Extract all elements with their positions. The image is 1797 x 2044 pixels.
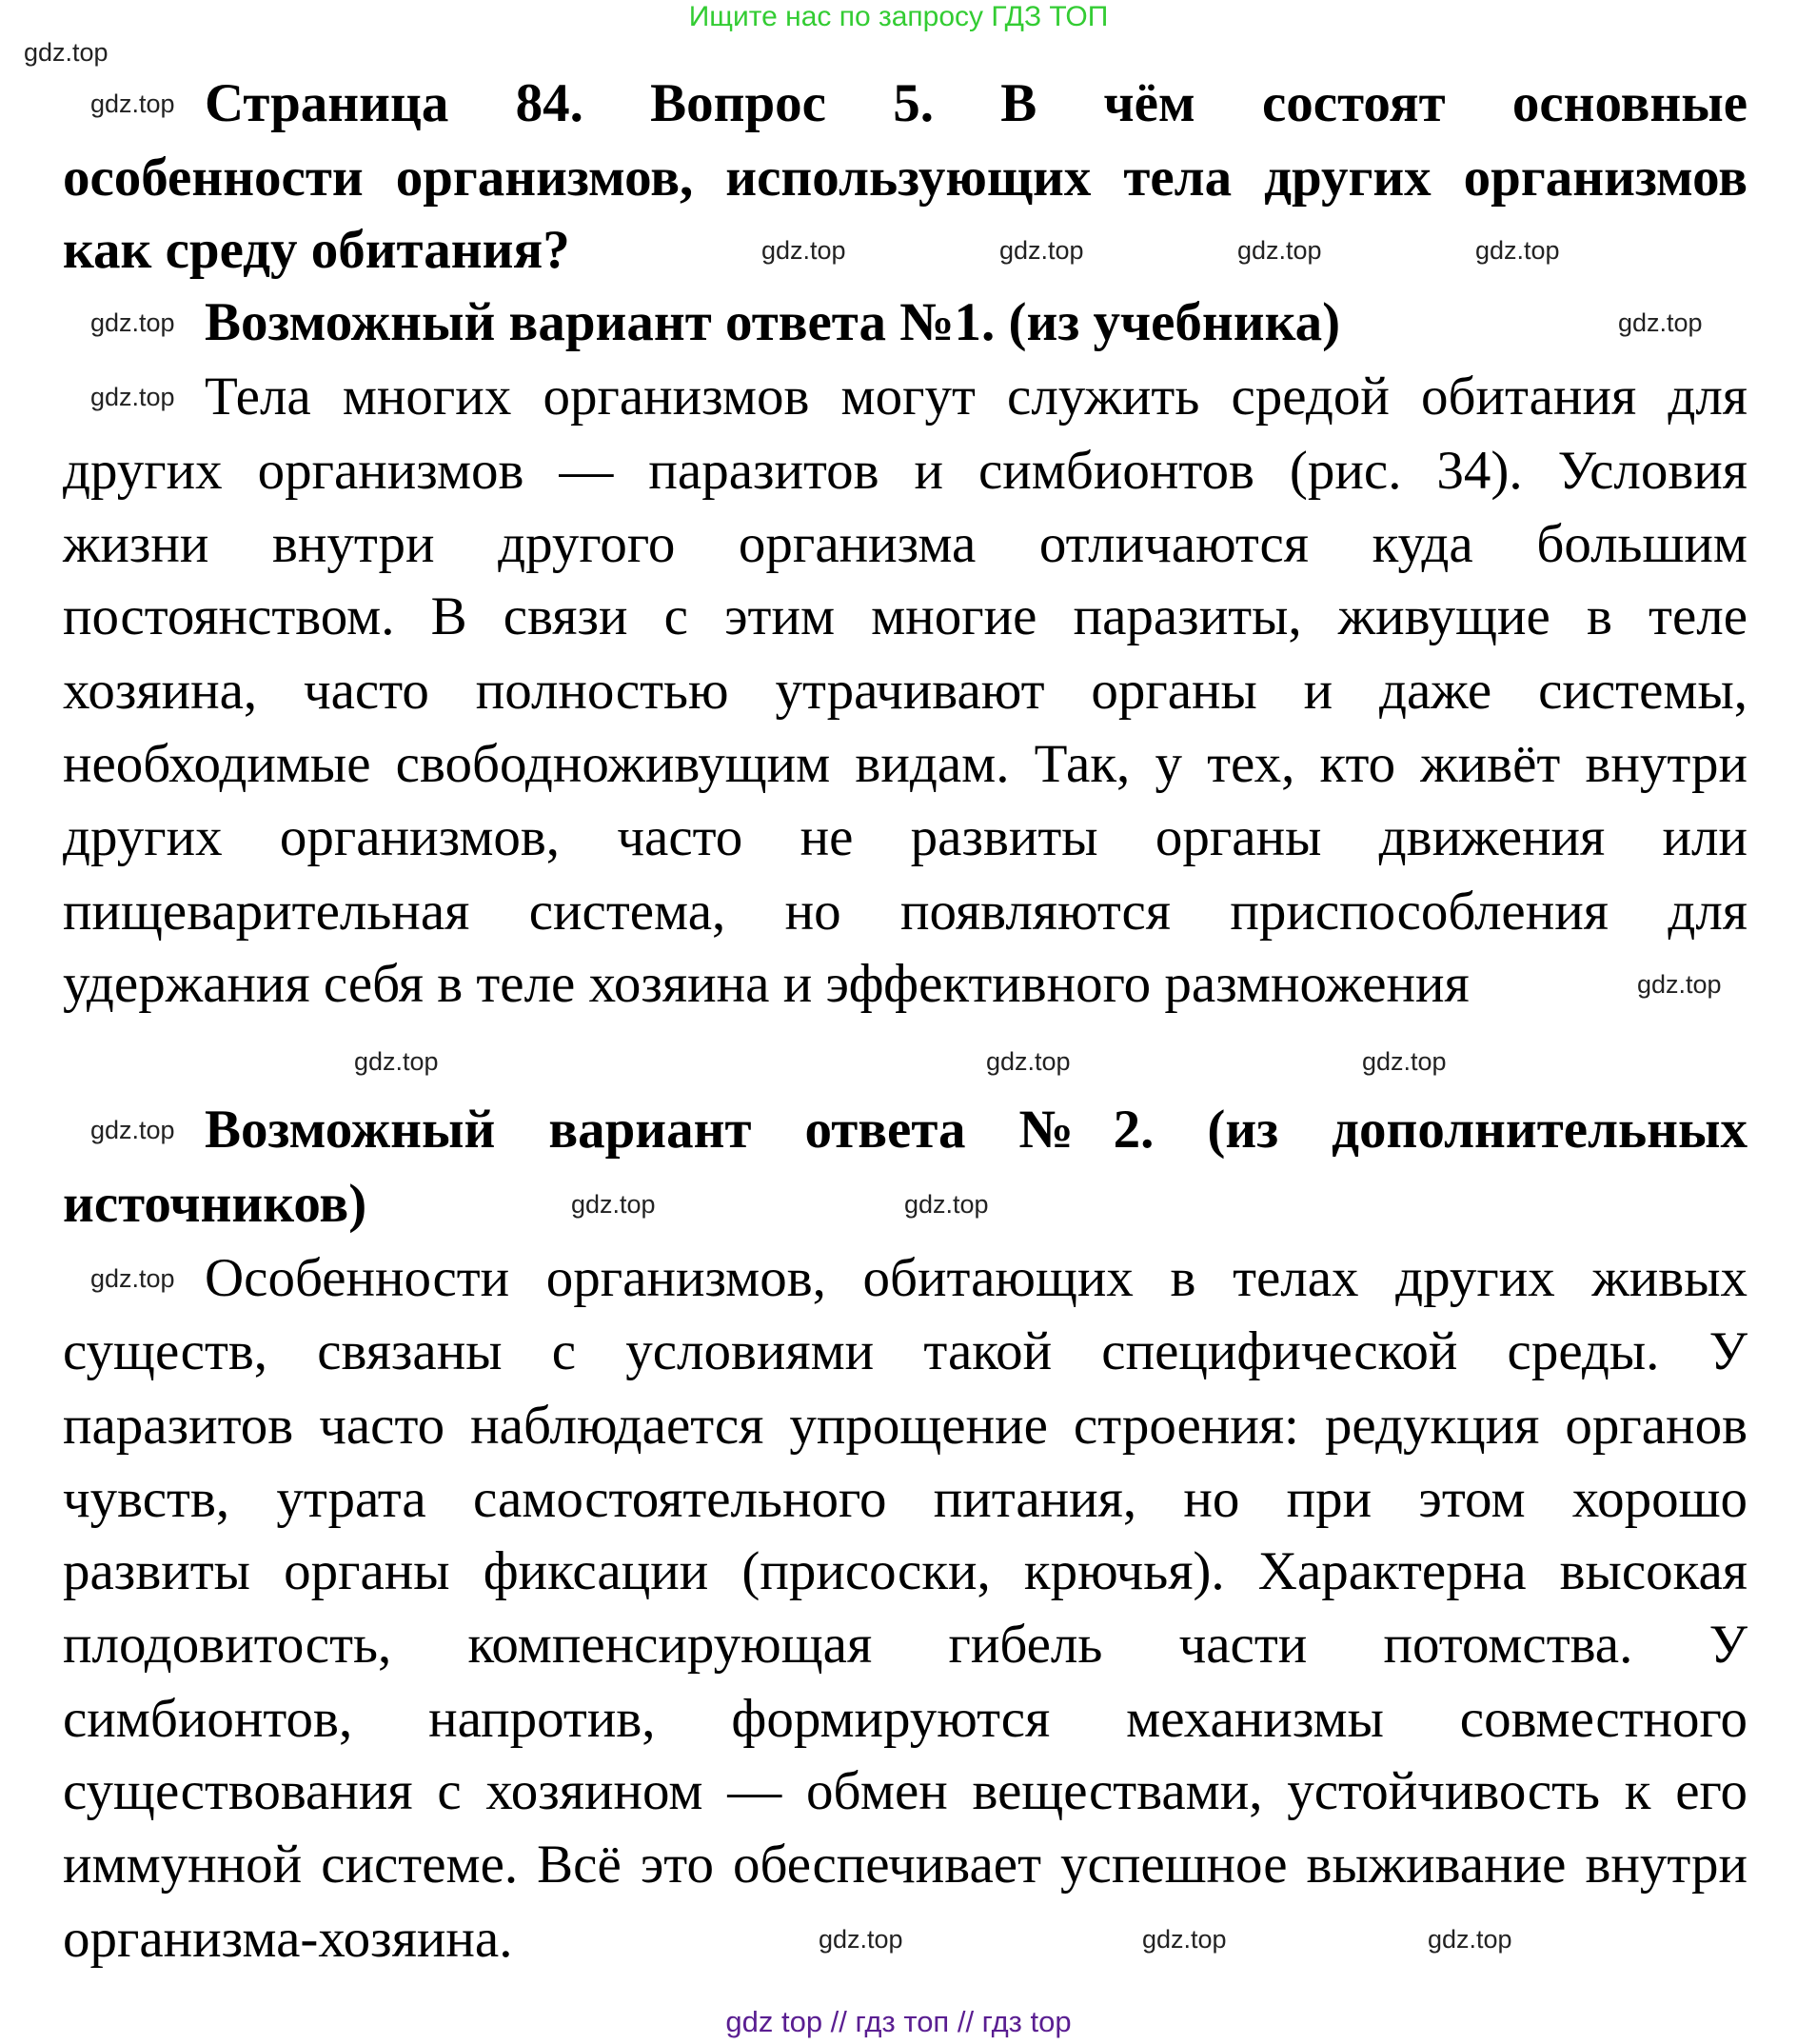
answer2-line: развиты органы фиксации (присоски, крючья). Характерна высокая	[63, 1541, 1748, 1601]
watermark: gdz.top	[90, 383, 175, 411]
watermark: gdz.top	[1362, 1047, 1447, 1076]
watermark: gdz.top	[986, 1047, 1071, 1076]
answer2-heading: Возможный вариант ответа №2. (из дополнительных	[205, 1100, 1748, 1160]
answer2-line: чувств, утрата самостоятельного питания, но при этом хорошо	[63, 1469, 1748, 1529]
answer2-line: существования с хозяином — обмен веществами, устойчивость к его	[63, 1761, 1748, 1821]
watermark: gdz.top	[90, 308, 175, 337]
answer1-line: других организмов — паразитов и симбионтов (рис. 34). Условия	[63, 441, 1748, 501]
question-line: особенности организмов, использующих тела других организмов	[63, 148, 1748, 208]
watermark: gdz.top	[24, 38, 109, 67]
watermark: gdz.top	[1618, 308, 1703, 337]
watermark: gdz.top	[90, 89, 175, 118]
answer2-line: симбионтов, напротив, формируются механизмы совместного	[63, 1689, 1748, 1749]
answer1-line: пищеварительная система, но появляются приспособления для	[63, 882, 1748, 942]
watermark: gdz.top	[1475, 236, 1560, 265]
answer2-line: существ, связаны с условиями такой специфической среды. У	[63, 1321, 1748, 1381]
answer1-line: необходимые свободноживущим видам. Так, у тех, кто живёт внутри	[63, 734, 1748, 794]
watermark: gdz.top	[904, 1190, 989, 1219]
watermark: gdz.top	[571, 1190, 656, 1219]
answer1-line: жизни внутри другого организма отличаются куда большим	[63, 514, 1748, 574]
answer2-line: плодовитость, компенсирующая гибель части потомства. У	[63, 1615, 1748, 1675]
watermark: gdz.top	[819, 1925, 903, 1954]
answer2-line: Особенности организмов, обитающих в телах других живых	[205, 1248, 1748, 1308]
question-line: как среду обитания?	[63, 220, 570, 280]
answer2-heading: источников)	[63, 1174, 367, 1234]
answer1-line: постоянством. В связи с этим многие паразиты, живущие в теле	[63, 586, 1748, 646]
answer2-line: организма-хозяина.	[63, 1909, 513, 1969]
watermark: gdz.top	[90, 1264, 175, 1293]
answer1-line: Тела многих организмов могут служить средой обитания для	[205, 367, 1748, 427]
watermark: gdz.top	[1142, 1925, 1227, 1954]
answer1-line: удержания себя в теле хозяина и эффективного размножения	[63, 954, 1470, 1014]
search-banner[interactable]: Ищите нас по запросу ГДЗ ТОП	[688, 1, 1109, 32]
watermark: gdz.top	[1237, 236, 1322, 265]
answer1-line: других организмов, часто не развиты органы движения или	[63, 807, 1748, 867]
answer1-line: хозяина, часто полностью утрачивают органы и даже системы,	[63, 661, 1748, 721]
watermark: gdz.top	[90, 1116, 175, 1144]
watermark: gdz.top	[354, 1047, 439, 1076]
answer1-heading: Возможный вариант ответа №1. (из учебника)	[205, 292, 1341, 352]
footer-links[interactable]: gdz top // гдз топ // гдз top	[725, 2005, 1072, 2038]
answer2-line: паразитов часто наблюдается упрощение строения: редукция органов	[63, 1396, 1748, 1456]
watermark: gdz.top	[999, 236, 1084, 265]
answer2-line: иммунной системе. Всё это обеспечивает успешное выживание внутри	[63, 1835, 1748, 1895]
question-line: Страница 84. Вопрос 5. В чём состоят основные	[205, 73, 1748, 133]
watermark: gdz.top	[1637, 970, 1722, 999]
watermark: gdz.top	[761, 236, 846, 265]
watermark: gdz.top	[1428, 1925, 1512, 1954]
